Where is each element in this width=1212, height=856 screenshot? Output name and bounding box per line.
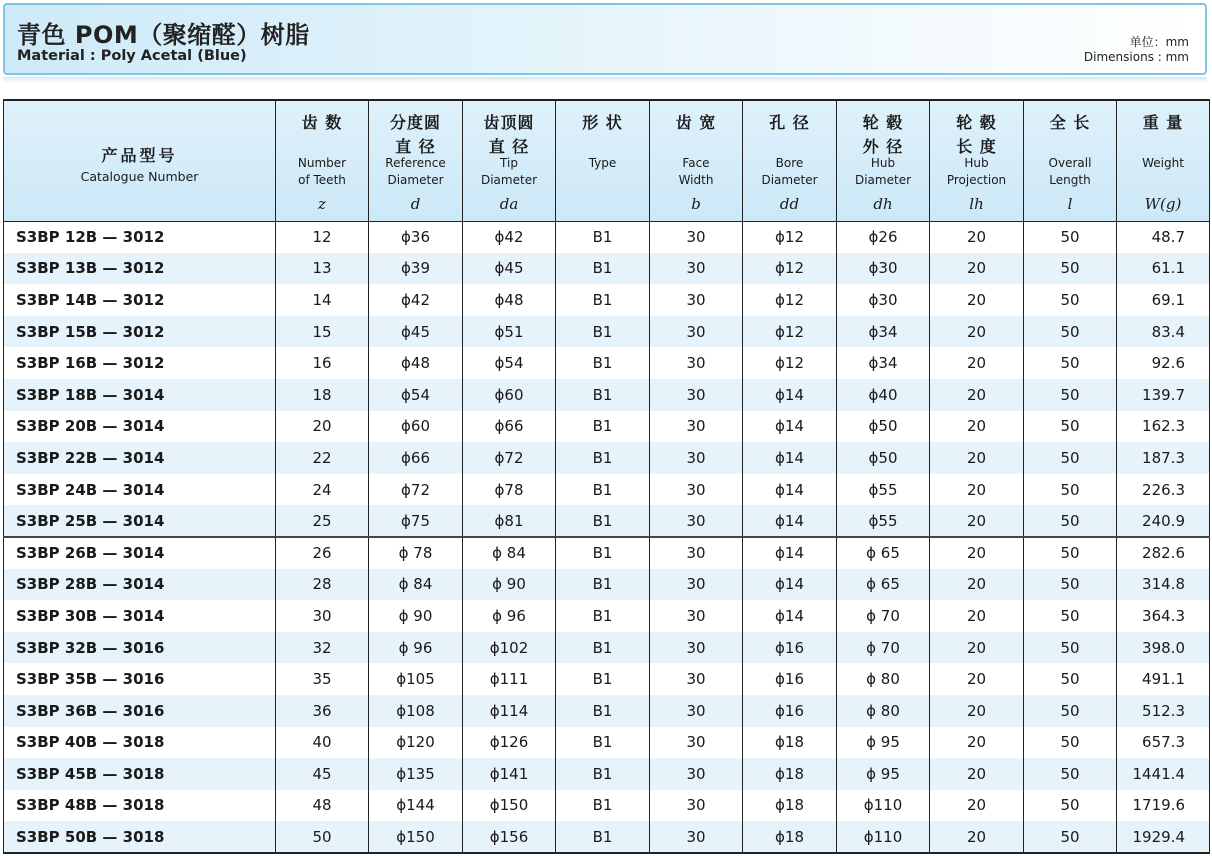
cell-overall-length: 50 bbox=[1024, 411, 1117, 443]
header-hub-diameter bbox=[837, 100, 930, 221]
cell-tip-diameter: ϕ45 bbox=[463, 253, 556, 285]
header-en: Overall Length bbox=[1048, 156, 1092, 187]
cell-type: B1 bbox=[556, 505, 650, 537]
header-symbol: da bbox=[499, 195, 519, 213]
banner-shadow bbox=[3, 77, 1207, 83]
cell-bore-diameter: ϕ16 bbox=[743, 695, 837, 727]
cell-bore-diameter: ϕ12 bbox=[743, 347, 837, 379]
cell-weight: 398.0 bbox=[1117, 632, 1210, 664]
cell-teeth: 14 bbox=[276, 284, 369, 316]
header-overall-length bbox=[1024, 100, 1117, 221]
cell-teeth: 15 bbox=[276, 316, 369, 348]
table-row bbox=[4, 253, 1210, 285]
cell-face-width: 30 bbox=[650, 442, 743, 474]
cell-bore-diameter: ϕ18 bbox=[743, 821, 837, 853]
cell-bore-diameter: ϕ14 bbox=[743, 569, 837, 601]
cell-type: B1 bbox=[556, 284, 650, 316]
cell-catalogue-number: S3BP 30B — 3014 bbox=[4, 600, 276, 632]
cell-face-width: 30 bbox=[650, 284, 743, 316]
cell-hub-diameter: ϕ 70 bbox=[837, 632, 930, 664]
header-cn: 齿 数 bbox=[301, 113, 343, 132]
cell-teeth: 26 bbox=[276, 537, 369, 569]
cell-reference-diameter: ϕ36 bbox=[369, 221, 463, 253]
cell-catalogue-number: S3BP 18B — 3014 bbox=[4, 379, 276, 411]
cell-tip-diameter: ϕ54 bbox=[463, 347, 556, 379]
unit-label-cn: 单位：mm bbox=[1129, 35, 1189, 49]
cell-tip-diameter: ϕ72 bbox=[463, 442, 556, 474]
cell-catalogue-number: S3BP 16B — 3012 bbox=[4, 347, 276, 379]
cell-tip-diameter: ϕ66 bbox=[463, 411, 556, 443]
cell-face-width: 30 bbox=[650, 474, 743, 506]
cell-teeth: 25 bbox=[276, 505, 369, 537]
table-row bbox=[4, 221, 1210, 253]
cell-weight: 1719.6 bbox=[1117, 790, 1210, 822]
cell-weight: 282.6 bbox=[1117, 537, 1210, 569]
spec-table-body bbox=[4, 221, 1210, 853]
cell-catalogue-number: S3BP 28B — 3014 bbox=[4, 569, 276, 601]
header-en: Bore Diameter bbox=[761, 156, 818, 187]
cell-reference-diameter: ϕ108 bbox=[369, 695, 463, 727]
cell-hub-diameter: ϕ34 bbox=[837, 347, 930, 379]
cell-bore-diameter: ϕ14 bbox=[743, 505, 837, 537]
header-en: Tip Diameter bbox=[480, 156, 538, 187]
cell-weight: 512.3 bbox=[1117, 695, 1210, 727]
cell-bore-diameter: ϕ18 bbox=[743, 727, 837, 759]
table-row bbox=[4, 537, 1210, 569]
cell-tip-diameter: ϕ81 bbox=[463, 505, 556, 537]
cell-type: B1 bbox=[556, 695, 650, 727]
cell-overall-length: 50 bbox=[1024, 537, 1117, 569]
cell-hub-diameter: ϕ26 bbox=[837, 221, 930, 253]
cell-weight: 69.1 bbox=[1117, 284, 1210, 316]
table-row bbox=[4, 727, 1210, 759]
cell-type: B1 bbox=[556, 569, 650, 601]
header-cn: 全 长 bbox=[1049, 113, 1091, 132]
cell-weight: 139.7 bbox=[1117, 379, 1210, 411]
cell-catalogue-number: S3BP 24B — 3014 bbox=[4, 474, 276, 506]
cell-face-width: 30 bbox=[650, 632, 743, 664]
cell-reference-diameter: ϕ45 bbox=[369, 316, 463, 348]
cell-hub-projection: 20 bbox=[930, 632, 1024, 664]
cell-overall-length: 50 bbox=[1024, 727, 1117, 759]
header-catalogue-number bbox=[4, 100, 276, 221]
cell-hub-projection: 20 bbox=[930, 695, 1024, 727]
table-row bbox=[4, 790, 1210, 822]
cell-hub-projection: 20 bbox=[930, 758, 1024, 790]
cell-hub-diameter: ϕ 70 bbox=[837, 600, 930, 632]
cell-weight: 1441.4 bbox=[1117, 758, 1210, 790]
cell-hub-projection: 20 bbox=[930, 253, 1024, 285]
header-en: Face Width bbox=[678, 156, 714, 187]
cell-teeth: 20 bbox=[276, 411, 369, 443]
cell-overall-length: 50 bbox=[1024, 569, 1117, 601]
cell-overall-length: 50 bbox=[1024, 221, 1117, 253]
cell-tip-diameter: ϕ114 bbox=[463, 695, 556, 727]
cell-weight: 92.6 bbox=[1117, 347, 1210, 379]
cell-reference-diameter: ϕ60 bbox=[369, 411, 463, 443]
cell-overall-length: 50 bbox=[1024, 821, 1117, 853]
cell-catalogue-number: S3BP 25B — 3014 bbox=[4, 505, 276, 537]
cell-type: B1 bbox=[556, 632, 650, 664]
cell-catalogue-number: S3BP 20B — 3014 bbox=[4, 411, 276, 443]
cell-hub-projection: 20 bbox=[930, 821, 1024, 853]
cell-hub-projection: 20 bbox=[930, 316, 1024, 348]
cell-bore-diameter: ϕ16 bbox=[743, 632, 837, 664]
cell-hub-diameter: ϕ30 bbox=[837, 253, 930, 285]
table-header-row bbox=[4, 100, 1210, 221]
cell-tip-diameter: ϕ156 bbox=[463, 821, 556, 853]
header-symbol: W(g) bbox=[1144, 195, 1182, 213]
cell-bore-diameter: ϕ14 bbox=[743, 379, 837, 411]
table-row bbox=[4, 632, 1210, 664]
cell-weight: 226.3 bbox=[1117, 474, 1210, 506]
cell-bore-diameter: ϕ14 bbox=[743, 411, 837, 443]
cell-hub-diameter: ϕ 80 bbox=[837, 663, 930, 695]
cell-type: B1 bbox=[556, 379, 650, 411]
header-symbol: b bbox=[691, 195, 701, 213]
cell-catalogue-number: S3BP 50B — 3018 bbox=[4, 821, 276, 853]
header-en: Hub Projection bbox=[946, 156, 1007, 187]
cell-tip-diameter: ϕ42 bbox=[463, 221, 556, 253]
title-banner bbox=[3, 3, 1207, 75]
cell-reference-diameter: ϕ42 bbox=[369, 284, 463, 316]
cell-overall-length: 50 bbox=[1024, 790, 1117, 822]
header-en: Type bbox=[588, 156, 617, 170]
cell-overall-length: 50 bbox=[1024, 474, 1117, 506]
header-number-of-teeth bbox=[276, 100, 369, 221]
cell-type: B1 bbox=[556, 221, 650, 253]
cell-catalogue-number: S3BP 14B — 3012 bbox=[4, 284, 276, 316]
cell-face-width: 30 bbox=[650, 537, 743, 569]
cell-reference-diameter: ϕ54 bbox=[369, 379, 463, 411]
cell-hub-diameter: ϕ55 bbox=[837, 505, 930, 537]
table-row bbox=[4, 474, 1210, 506]
table-row bbox=[4, 442, 1210, 474]
header-type bbox=[556, 100, 650, 221]
header-face-width bbox=[650, 100, 743, 221]
cell-hub-projection: 20 bbox=[930, 727, 1024, 759]
cell-overall-length: 50 bbox=[1024, 600, 1117, 632]
cell-teeth: 12 bbox=[276, 221, 369, 253]
cell-catalogue-number: S3BP 26B — 3014 bbox=[4, 537, 276, 569]
cell-type: B1 bbox=[556, 727, 650, 759]
cell-overall-length: 50 bbox=[1024, 284, 1117, 316]
cell-reference-diameter: ϕ144 bbox=[369, 790, 463, 822]
table-row bbox=[4, 758, 1210, 790]
cell-teeth: 35 bbox=[276, 663, 369, 695]
header-cn: 重 量 bbox=[1142, 113, 1184, 132]
header-weight bbox=[1117, 100, 1210, 221]
header-cn: 孔 径 bbox=[769, 113, 810, 132]
header-catalogue-en: Catalogue Number bbox=[80, 169, 199, 184]
table-row bbox=[4, 379, 1210, 411]
cell-catalogue-number: S3BP 35B — 3016 bbox=[4, 663, 276, 695]
cell-bore-diameter: ϕ18 bbox=[743, 790, 837, 822]
cell-hub-projection: 20 bbox=[930, 221, 1024, 253]
cell-hub-diameter: ϕ 95 bbox=[837, 758, 930, 790]
cell-catalogue-number: S3BP 13B — 3012 bbox=[4, 253, 276, 285]
cell-type: B1 bbox=[556, 790, 650, 822]
cell-overall-length: 50 bbox=[1024, 505, 1117, 537]
header-cn: 轮 毂 长 度 bbox=[956, 113, 997, 156]
cell-tip-diameter: ϕ 84 bbox=[463, 537, 556, 569]
cell-tip-diameter: ϕ111 bbox=[463, 663, 556, 695]
cell-weight: 1929.4 bbox=[1117, 821, 1210, 853]
cell-teeth: 24 bbox=[276, 474, 369, 506]
cell-type: B1 bbox=[556, 663, 650, 695]
cell-tip-diameter: ϕ102 bbox=[463, 632, 556, 664]
cell-reference-diameter: ϕ150 bbox=[369, 821, 463, 853]
header-cn: 齿顶圆 直 径 bbox=[483, 113, 535, 156]
cell-weight: 240.9 bbox=[1117, 505, 1210, 537]
cell-face-width: 30 bbox=[650, 221, 743, 253]
cell-reference-diameter: ϕ75 bbox=[369, 505, 463, 537]
header-en: Weight bbox=[1142, 156, 1184, 170]
cell-teeth: 30 bbox=[276, 600, 369, 632]
cell-teeth: 22 bbox=[276, 442, 369, 474]
cell-bore-diameter: ϕ14 bbox=[743, 442, 837, 474]
header-en: Reference Diameter bbox=[385, 156, 446, 187]
header-cn: 齿 宽 bbox=[675, 113, 717, 132]
cell-reference-diameter: ϕ105 bbox=[369, 663, 463, 695]
cell-hub-projection: 20 bbox=[930, 442, 1024, 474]
header-en: Hub Diameter bbox=[854, 156, 912, 187]
cell-weight: 187.3 bbox=[1117, 442, 1210, 474]
cell-weight: 61.1 bbox=[1117, 253, 1210, 285]
cell-catalogue-number: S3BP 12B — 3012 bbox=[4, 221, 276, 253]
table-row bbox=[4, 600, 1210, 632]
cell-teeth: 48 bbox=[276, 790, 369, 822]
cell-face-width: 30 bbox=[650, 379, 743, 411]
header-hub-projection bbox=[930, 100, 1024, 221]
cell-teeth: 40 bbox=[276, 727, 369, 759]
cell-face-width: 30 bbox=[650, 253, 743, 285]
header-reference-diameter bbox=[369, 100, 463, 221]
cell-type: B1 bbox=[556, 537, 650, 569]
cell-type: B1 bbox=[556, 758, 650, 790]
cell-teeth: 28 bbox=[276, 569, 369, 601]
cell-overall-length: 50 bbox=[1024, 695, 1117, 727]
cell-tip-diameter: ϕ78 bbox=[463, 474, 556, 506]
header-symbol: lh bbox=[969, 195, 984, 213]
cell-tip-diameter: ϕ48 bbox=[463, 284, 556, 316]
cell-overall-length: 50 bbox=[1024, 663, 1117, 695]
cell-overall-length: 50 bbox=[1024, 379, 1117, 411]
cell-type: B1 bbox=[556, 316, 650, 348]
cell-face-width: 30 bbox=[650, 411, 743, 443]
cell-catalogue-number: S3BP 48B — 3018 bbox=[4, 790, 276, 822]
cell-reference-diameter: ϕ39 bbox=[369, 253, 463, 285]
cell-hub-projection: 20 bbox=[930, 379, 1024, 411]
table-row bbox=[4, 316, 1210, 348]
cell-tip-diameter: ϕ60 bbox=[463, 379, 556, 411]
cell-hub-diameter: ϕ50 bbox=[837, 411, 930, 443]
cell-type: B1 bbox=[556, 253, 650, 285]
cell-bore-diameter: ϕ14 bbox=[743, 600, 837, 632]
cell-hub-projection: 20 bbox=[930, 663, 1024, 695]
cell-reference-diameter: ϕ 96 bbox=[369, 632, 463, 664]
header-symbol: dd bbox=[779, 195, 800, 213]
cell-reference-diameter: ϕ 84 bbox=[369, 569, 463, 601]
table-row bbox=[4, 347, 1210, 379]
cell-catalogue-number: S3BP 45B — 3018 bbox=[4, 758, 276, 790]
header-symbol: z bbox=[318, 195, 326, 213]
cell-hub-diameter: ϕ40 bbox=[837, 379, 930, 411]
cell-teeth: 36 bbox=[276, 695, 369, 727]
cell-overall-length: 50 bbox=[1024, 347, 1117, 379]
cell-bore-diameter: ϕ12 bbox=[743, 221, 837, 253]
cell-type: B1 bbox=[556, 821, 650, 853]
header-symbol: d bbox=[410, 195, 421, 213]
table-row bbox=[4, 411, 1210, 443]
cell-reference-diameter: ϕ135 bbox=[369, 758, 463, 790]
cell-weight: 83.4 bbox=[1117, 316, 1210, 348]
cell-teeth: 16 bbox=[276, 347, 369, 379]
cell-tip-diameter: ϕ51 bbox=[463, 316, 556, 348]
cell-face-width: 30 bbox=[650, 727, 743, 759]
cell-weight: 491.1 bbox=[1117, 663, 1210, 695]
cell-reference-diameter: ϕ66 bbox=[369, 442, 463, 474]
cell-overall-length: 50 bbox=[1024, 316, 1117, 348]
cell-teeth: 13 bbox=[276, 253, 369, 285]
cell-hub-projection: 20 bbox=[930, 505, 1024, 537]
cell-catalogue-number: S3BP 22B — 3014 bbox=[4, 442, 276, 474]
cell-bore-diameter: ϕ12 bbox=[743, 284, 837, 316]
spec-table bbox=[3, 99, 1210, 854]
cell-face-width: 30 bbox=[650, 600, 743, 632]
cell-reference-diameter: ϕ72 bbox=[369, 474, 463, 506]
cell-hub-diameter: ϕ50 bbox=[837, 442, 930, 474]
cell-face-width: 30 bbox=[650, 821, 743, 853]
cell-hub-diameter: ϕ 65 bbox=[837, 537, 930, 569]
cell-overall-length: 50 bbox=[1024, 442, 1117, 474]
cell-face-width: 30 bbox=[650, 505, 743, 537]
cell-catalogue-number: S3BP 15B — 3012 bbox=[4, 316, 276, 348]
cell-teeth: 45 bbox=[276, 758, 369, 790]
table-row bbox=[4, 284, 1210, 316]
table-row bbox=[4, 569, 1210, 601]
header-cn: 轮 毂 外 径 bbox=[862, 113, 904, 156]
cell-type: B1 bbox=[556, 442, 650, 474]
cell-reference-diameter: ϕ120 bbox=[369, 727, 463, 759]
cell-face-width: 30 bbox=[650, 758, 743, 790]
table-row bbox=[4, 695, 1210, 727]
cell-hub-diameter: ϕ 95 bbox=[837, 727, 930, 759]
cell-weight: 657.3 bbox=[1117, 727, 1210, 759]
cell-overall-length: 50 bbox=[1024, 758, 1117, 790]
cell-hub-projection: 20 bbox=[930, 600, 1024, 632]
cell-hub-diameter: ϕ110 bbox=[837, 790, 930, 822]
cell-catalogue-number: S3BP 32B — 3016 bbox=[4, 632, 276, 664]
cell-reference-diameter: ϕ 90 bbox=[369, 600, 463, 632]
header-cn: 分度圆 直 径 bbox=[389, 113, 441, 156]
cell-tip-diameter: ϕ 90 bbox=[463, 569, 556, 601]
cell-teeth: 18 bbox=[276, 379, 369, 411]
cell-hub-diameter: ϕ30 bbox=[837, 284, 930, 316]
cell-hub-diameter: ϕ55 bbox=[837, 474, 930, 506]
header-bore-diameter bbox=[743, 100, 837, 221]
header-symbol: l bbox=[1067, 195, 1073, 213]
cell-weight: 364.3 bbox=[1117, 600, 1210, 632]
header-cn: 形 状 bbox=[582, 113, 623, 132]
cell-catalogue-number: S3BP 36B — 3016 bbox=[4, 695, 276, 727]
table-row bbox=[4, 821, 1210, 853]
cell-type: B1 bbox=[556, 474, 650, 506]
cell-bore-diameter: ϕ12 bbox=[743, 253, 837, 285]
cell-reference-diameter: ϕ48 bbox=[369, 347, 463, 379]
cell-tip-diameter: ϕ126 bbox=[463, 727, 556, 759]
cell-teeth: 50 bbox=[276, 821, 369, 853]
cell-weight: 314.8 bbox=[1117, 569, 1210, 601]
cell-bore-diameter: ϕ12 bbox=[743, 316, 837, 348]
cell-type: B1 bbox=[556, 600, 650, 632]
cell-tip-diameter: ϕ 96 bbox=[463, 600, 556, 632]
cell-tip-diameter: ϕ150 bbox=[463, 790, 556, 822]
cell-hub-diameter: ϕ 80 bbox=[837, 695, 930, 727]
cell-weight: 48.7 bbox=[1117, 221, 1210, 253]
cell-bore-diameter: ϕ14 bbox=[743, 474, 837, 506]
cell-hub-projection: 20 bbox=[930, 537, 1024, 569]
cell-hub-projection: 20 bbox=[930, 474, 1024, 506]
cell-weight: 162.3 bbox=[1117, 411, 1210, 443]
cell-bore-diameter: ϕ16 bbox=[743, 663, 837, 695]
cell-hub-projection: 20 bbox=[930, 347, 1024, 379]
header-catalogue-cn: 产品型号 bbox=[101, 146, 178, 165]
header-tip-diameter bbox=[463, 100, 556, 221]
header-en: Number of Teeth bbox=[297, 156, 347, 187]
cell-type: B1 bbox=[556, 411, 650, 443]
cell-type: B1 bbox=[556, 347, 650, 379]
page-title: 青色 POM（聚缩醛）树脂 bbox=[17, 21, 310, 49]
cell-teeth: 32 bbox=[276, 632, 369, 664]
cell-bore-diameter: ϕ18 bbox=[743, 758, 837, 790]
cell-hub-projection: 20 bbox=[930, 284, 1024, 316]
unit-label-en: Dimensions : mm bbox=[1083, 50, 1189, 64]
cell-face-width: 30 bbox=[650, 347, 743, 379]
cell-catalogue-number: S3BP 40B — 3018 bbox=[4, 727, 276, 759]
cell-hub-projection: 20 bbox=[930, 569, 1024, 601]
cell-tip-diameter: ϕ141 bbox=[463, 758, 556, 790]
cell-face-width: 30 bbox=[650, 316, 743, 348]
cell-hub-diameter: ϕ 65 bbox=[837, 569, 930, 601]
cell-overall-length: 50 bbox=[1024, 253, 1117, 285]
cell-reference-diameter: ϕ 78 bbox=[369, 537, 463, 569]
cell-hub-diameter: ϕ110 bbox=[837, 821, 930, 853]
header-symbol: dh bbox=[873, 195, 893, 213]
cell-hub-projection: 20 bbox=[930, 790, 1024, 822]
table-row bbox=[4, 505, 1210, 537]
cell-face-width: 30 bbox=[650, 663, 743, 695]
cell-face-width: 30 bbox=[650, 569, 743, 601]
cell-face-width: 30 bbox=[650, 695, 743, 727]
material-subtitle: Material : Poly Acetal (Blue) bbox=[17, 48, 247, 64]
cell-hub-diameter: ϕ34 bbox=[837, 316, 930, 348]
cell-hub-projection: 20 bbox=[930, 411, 1024, 443]
table-row bbox=[4, 663, 1210, 695]
cell-bore-diameter: ϕ14 bbox=[743, 537, 837, 569]
cell-face-width: 30 bbox=[650, 790, 743, 822]
cell-overall-length: 50 bbox=[1024, 632, 1117, 664]
